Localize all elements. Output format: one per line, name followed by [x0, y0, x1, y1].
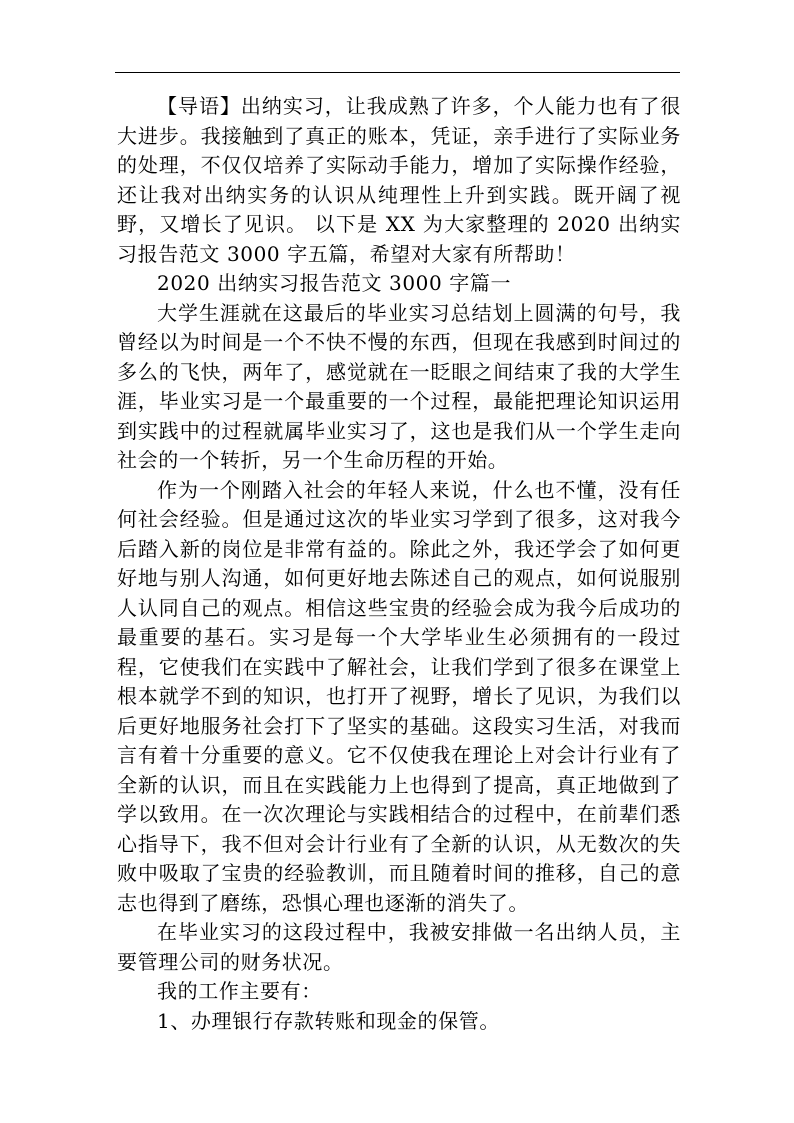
body-paragraph: 我的工作主要有：: [157, 979, 322, 1003]
document-body: [117, 92, 681, 1036]
body-paragraph: 在毕业实习的这段过程中，我被安排做一名出纳人员，主要管理公司的财务状况。: [117, 920, 681, 974]
body-paragraph: 作为一个刚踏入社会的年轻人来说，什么也不懂，没有任何社会经验。但是通过这次的毕业实习学到了很多，这对我今后踏入新的岗位是非常有益的。除此之外，我还学会了如何更好地与别人沟通，如何更好地去陈述自己的观点，如何说服别人认同自己的观点。相信这些宝贵的经验会成为我今后成功的最重要的基石。实习是每一个大学毕业生必须拥有的一段过程，它使我们在实践中了解社会，让我们学到了很多在课堂上根本就学不到的知识，也打开了视野，增长了见识，为我们以后更好地服务社会打下了坚实的基础。这段实习生活，对我而言有着十分重要的意义。它不仅使我在理论上对会计行业有了全新的认识，而且在实践能力上也得到了提高，真正地做到了学以致用。在一次次理论与实践相结合的过程中，在前辈们悉心指导下，我不但对会计行业有了全新的认识，从无数次的失败中吸取了宝贵的经验教训，而且随着时间的推移，自己的意志也得到了磨练，恐惧心理也逐渐的消失了。: [117, 477, 681, 915]
header-rule: [115, 72, 680, 73]
body-paragraph: 大学生涯就在这最后的毕业实习总结划上圆满的句号，我曾经以为时间是一个不快不慢的东西，但现在我感到时间过的多么的飞快，两年了，感觉就在一眨眼之间结束了我的大学生涯，毕业实习是一个最重要的一个过程，最能把理论知识运用到实践中的过程就属毕业实习了，这也是我们从一个学生走向社会的一个转折，另一个生命历程的开始。: [117, 300, 681, 472]
list-item: 1、办理银行存款转账和现金的保管。: [157, 1008, 500, 1033]
intro-paragraph: 【导语】出纳实习，让我成熟了许多，个人能力也有了很大进步。我接触到了真正的账本，凭证，亲手进行了实际业务的处理，不仅仅培养了实际动手能力，增加了实际操作经验，还让我对出纳实务的认识从纯理性上升到实践。既开阔了视野，又增长了见识。 以下是 XX 为大家整理的 2020 出纳实习报告范文 3000 字五篇，希望对大家有所帮助！: [117, 94, 681, 266]
section-heading: 2020 出纳实习报告范文 3000 字篇一: [157, 271, 512, 295]
